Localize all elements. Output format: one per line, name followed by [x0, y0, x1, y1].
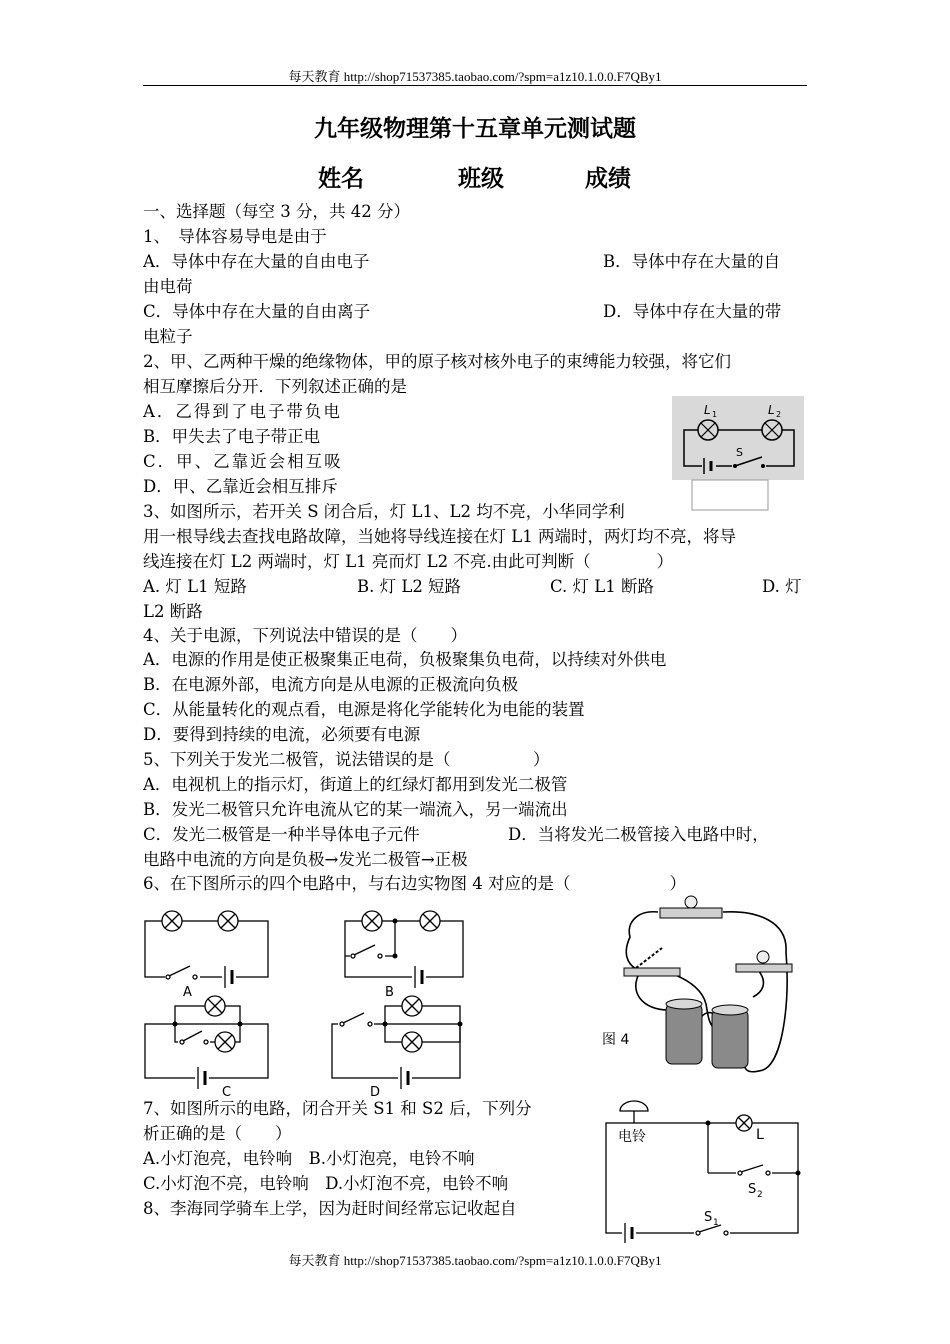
header-rule — [143, 85, 807, 86]
q1-option-b-cont: 由电荷 — [143, 277, 193, 296]
q7-lamp-label: L — [756, 1127, 764, 1143]
q7-circuit-figure — [598, 1095, 803, 1245]
q1-option-d-cont: 电粒子 — [143, 327, 193, 346]
q8-stem: 8、李海同学骑车上学，因为赶时间经常忘记收起自 — [143, 1199, 517, 1218]
q7-s1-subscript: 1 — [713, 1218, 719, 1228]
q2-option-d: D．甲、乙靠近会相互排斥 — [143, 477, 338, 496]
q2-option-a: A．乙得到了电子带负电 — [143, 402, 342, 421]
q3-l2-label: L — [768, 403, 775, 417]
name-field-label: 姓名 — [318, 166, 364, 192]
q3-option-b: B. 灯 L2 短路 — [357, 577, 462, 596]
q1-option-a: A．导体中存在大量的自由电子 — [143, 252, 370, 271]
q6-circuit-b-label: B — [385, 985, 394, 1000]
q6-circuit-d-label: D — [370, 1085, 381, 1096]
q1-option-b: B．导体中存在大量的自 — [603, 252, 781, 271]
q2-stem: 2、甲、乙两种干燥的绝缘物体，甲的原子核对核外电子的束缚能力较强，将它们 — [143, 352, 731, 371]
q7-stem-cont: 析正确的是（ ） — [143, 1124, 292, 1143]
q2-stem-cont: 相互摩擦后分开．下列叙述正确的是 — [143, 377, 407, 396]
q6-real-circuit-figure — [598, 892, 798, 1082]
q7-options-ab: A.小灯泡亮，电铃响 B.小灯泡亮，电铃不响 — [143, 1149, 475, 1168]
q2-option-c: C．甲、乙靠近会相互吸 — [143, 452, 343, 471]
q4-stem: 4、关于电源，下列说法中错误的是（ ） — [143, 626, 467, 645]
class-field-label: 班级 — [458, 166, 504, 192]
score-field-label: 成绩 — [585, 166, 631, 192]
q4-option-a: A．电源的作用是使正极聚集正电荷，负极聚集负电荷，以持续对外供电 — [143, 650, 667, 669]
q2-option-b: B．甲失去了电子带正电 — [143, 427, 321, 446]
q3-option-d: D. 灯 — [762, 577, 802, 596]
q3-l1-label: L — [704, 403, 711, 417]
q5-option-d-cont: 电路中电流的方向是负极→发光二极管→正极 — [143, 850, 468, 869]
q3-stem-cont1: 用一根导线去查找电路故障，当她将导线连接在灯 L1 两端时，两灯均不亮，将导 — [143, 527, 736, 546]
q6-stem: 6、在下图所示的四个电路中，与右边实物图 4 对应的是（ ） — [143, 874, 686, 893]
q1-option-d: D．导体中存在大量的带 — [603, 302, 782, 321]
page-header: 每天教育 http://shop71537385.taobao.com/?spm=a1z10.1.0.0.F7QBy1 — [288, 69, 662, 84]
q6-circuit-a-label: A — [183, 985, 192, 1000]
q3-stem-cont2: 线连接在灯 L2 两端时，灯 L1 亮而灯 L2 不亮.由此可判断（ ） — [143, 552, 674, 571]
q4-option-c: C．从能量转化的观点看，电源是将化学能转化为电能的装置 — [143, 700, 585, 719]
q5-option-d: D．当将发光二极管接入电路中时， — [508, 825, 769, 844]
q7-bell-label: 电铃 — [618, 1129, 646, 1145]
q5-stem: 5、下列关于发光二极管，说法错误的是（ ） — [143, 750, 550, 769]
page-footer: 每天教育 http://shop71537385.taobao.com/?spm=a1z10.1.0.0.F7QBy1 — [288, 1253, 662, 1268]
q1-option-c: C．导体中存在大量的自由离子 — [143, 302, 371, 321]
q3-switch-label: S — [736, 446, 743, 459]
page-title: 九年级物理第十五章单元测试题 — [314, 116, 636, 142]
q7-s2-label: S — [748, 1182, 757, 1197]
q7-s2-subscript: 2 — [757, 1190, 763, 1200]
q3-option-c: C. 灯 L1 断路 — [550, 577, 654, 596]
q7-s1-label: S — [704, 1210, 713, 1225]
q5-option-b: B．发光二极管只允许电流从它的某一端流入，另一端流出 — [143, 800, 568, 819]
q1-stem: 1、 导体容易导电是由于 — [143, 227, 327, 246]
q7-stem: 7、如图所示的电路，闭合开关 S1 和 S2 后，下列分 — [143, 1099, 532, 1118]
q3-l1-subscript: 1 — [712, 410, 718, 419]
q3-option-a: A. 灯 L1 短路 — [143, 577, 247, 596]
q3-stem: 3、如图所示，若开关 S 闭合后，灯 L1、L2 均不亮，小华同学利 — [143, 502, 625, 521]
q5-option-a: A．电视机上的指示灯，街道上的红绿灯都用到发光二极管 — [143, 775, 568, 794]
q3-circuit-figure — [672, 396, 804, 512]
section-heading: 一、选择题（每空 3 分，共 42 分） — [143, 202, 410, 221]
q7-options-cd: C.小灯泡不亮，电铃响 D.小灯泡不亮，电铃不响 — [143, 1174, 509, 1193]
q4-option-b: B．在电源外部，电流方向是从电源的正极流向负极 — [143, 675, 519, 694]
q6-figure-4-label: 图 4 — [602, 1032, 630, 1048]
q4-option-d: D．要得到持续的电流，必须要有电源 — [143, 725, 421, 744]
q6-circuit-c-label: C — [222, 1085, 232, 1096]
q3-option-d-cont: L2 断路 — [143, 602, 203, 621]
q5-option-c: C．发光二极管是一种半导体电子元件 — [143, 825, 420, 844]
q3-l2-subscript: 2 — [776, 410, 782, 419]
q6-circuit-options-figure — [140, 896, 480, 1096]
